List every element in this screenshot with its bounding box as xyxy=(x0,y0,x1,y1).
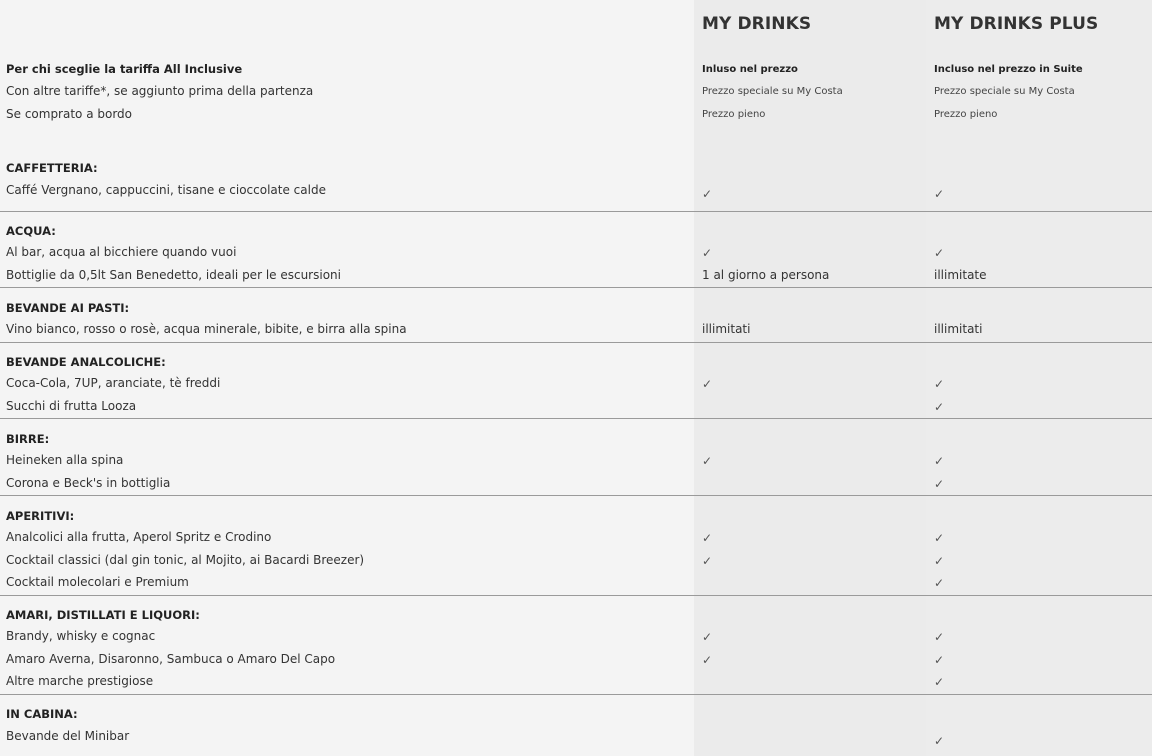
value-my-drinks-plus-bottiglie: illimitate xyxy=(934,268,987,282)
column-header-my-drinks-plus: MY DRINKS PLUS xyxy=(934,14,1099,34)
item-label-altre-marche: Altre marche prestigiose xyxy=(6,674,154,688)
check-icon: ✓ xyxy=(934,187,945,201)
section-title-aperitivi: APERITIVI: xyxy=(6,509,75,523)
pricing-my-drinks-plus-on-board: Prezzo pieno xyxy=(934,109,998,120)
pricing-my-drinks-other-fares: Prezzo speciale su My Costa xyxy=(702,86,843,97)
section-divider xyxy=(0,342,1152,343)
pricing-my-drinks-plus-all-inclusive: Incluso nel prezzo in Suite xyxy=(934,64,1083,75)
section-divider xyxy=(0,418,1152,419)
item-label-amaro-averna: Amaro Averna, Disaronno, Sambuca o Amaro Del Capo xyxy=(6,652,336,666)
pricing-my-drinks-plus-other-fares: Prezzo speciale su My Costa xyxy=(934,86,1075,97)
check-icon: ✓ xyxy=(702,187,713,201)
item-label-minibar: Bevande del Minibar xyxy=(6,729,130,743)
value-my-drinks-vino: illimitati xyxy=(702,322,751,336)
pricing-label-on-board: Se comprato a bordo xyxy=(6,107,133,121)
check-icon: ✓ xyxy=(934,554,945,568)
pricing-label-other-fares: Con altre tariffe*, se aggiunto prima della partenza xyxy=(6,84,314,98)
value-my-drinks-plus-vino: illimitati xyxy=(934,322,983,336)
section-title-amari: AMARI, DISTILLATI E LIQUORI: xyxy=(6,608,200,622)
section-title-analcoliche: BEVANDE ANALCOLICHE: xyxy=(6,355,166,369)
section-title-caffetteria: CAFFETTERIA: xyxy=(6,161,98,175)
check-icon: ✓ xyxy=(934,477,945,491)
item-label-coca-cola: Coca-Cola, 7UP, aranciate, tè freddi xyxy=(6,376,221,390)
section-title-birre: BIRRE: xyxy=(6,432,50,446)
check-icon: ✓ xyxy=(702,454,713,468)
check-icon: ✓ xyxy=(934,630,945,644)
check-icon: ✓ xyxy=(934,454,945,468)
item-label-cocktail-classici: Cocktail classici (dal gin tonic, al Mojito, ai Bacardi Breezer) xyxy=(6,553,365,567)
check-icon: ✓ xyxy=(934,246,945,260)
column-header-my-drinks: MY DRINKS xyxy=(702,14,812,34)
check-icon: ✓ xyxy=(934,734,945,748)
check-icon: ✓ xyxy=(934,653,945,667)
item-label-caffe: Caffé Vergnano, cappuccini, tisane e cioccolate calde xyxy=(6,183,326,197)
item-label-acqua-bar: Al bar, acqua al bicchiere quando vuoi xyxy=(6,245,237,259)
section-title-acqua: ACQUA: xyxy=(6,224,56,238)
check-icon: ✓ xyxy=(934,377,945,391)
item-label-vino: Vino bianco, rosso o rosè, acqua minerale, bibite, e birra alla spina xyxy=(6,322,407,336)
section-divider xyxy=(0,595,1152,596)
check-icon: ✓ xyxy=(934,400,945,414)
section-divider xyxy=(0,211,1152,212)
pricing-my-drinks-all-inclusive: Inluso nel prezzo xyxy=(702,64,798,75)
check-icon: ✓ xyxy=(934,576,945,590)
item-label-analcolici-frutta: Analcolici alla frutta, Aperol Spritz e Crodino xyxy=(6,530,272,544)
section-divider xyxy=(0,287,1152,288)
pricing-my-drinks-on-board: Prezzo pieno xyxy=(702,109,766,120)
section-title-cabina: IN CABINA: xyxy=(6,707,78,721)
check-icon: ✓ xyxy=(702,554,713,568)
item-label-corona: Corona e Beck's in bottiglia xyxy=(6,476,171,490)
item-label-brandy: Brandy, whisky e cognac xyxy=(6,629,156,643)
item-label-bottiglie: Bottiglie da 0,5lt San Benedetto, ideali per le escursioni xyxy=(6,268,341,282)
section-divider xyxy=(0,495,1152,496)
check-icon: ✓ xyxy=(702,377,713,391)
check-icon: ✓ xyxy=(702,531,713,545)
section-title-pasti: BEVANDE AI PASTI: xyxy=(6,301,130,315)
value-my-drinks-bottiglie: 1 al giorno a persona xyxy=(702,268,830,282)
check-icon: ✓ xyxy=(702,630,713,644)
check-icon: ✓ xyxy=(702,653,713,667)
pricing-label-all-inclusive: Per chi sceglie la tariffa All Inclusive xyxy=(6,62,243,76)
check-icon: ✓ xyxy=(702,246,713,260)
check-icon: ✓ xyxy=(934,675,945,689)
item-label-heineken: Heineken alla spina xyxy=(6,453,124,467)
item-label-cocktail-molecolari: Cocktail molecolari e Premium xyxy=(6,575,189,589)
section-divider xyxy=(0,694,1152,695)
check-icon: ✓ xyxy=(934,531,945,545)
item-label-succhi: Succhi di frutta Looza xyxy=(6,399,137,413)
